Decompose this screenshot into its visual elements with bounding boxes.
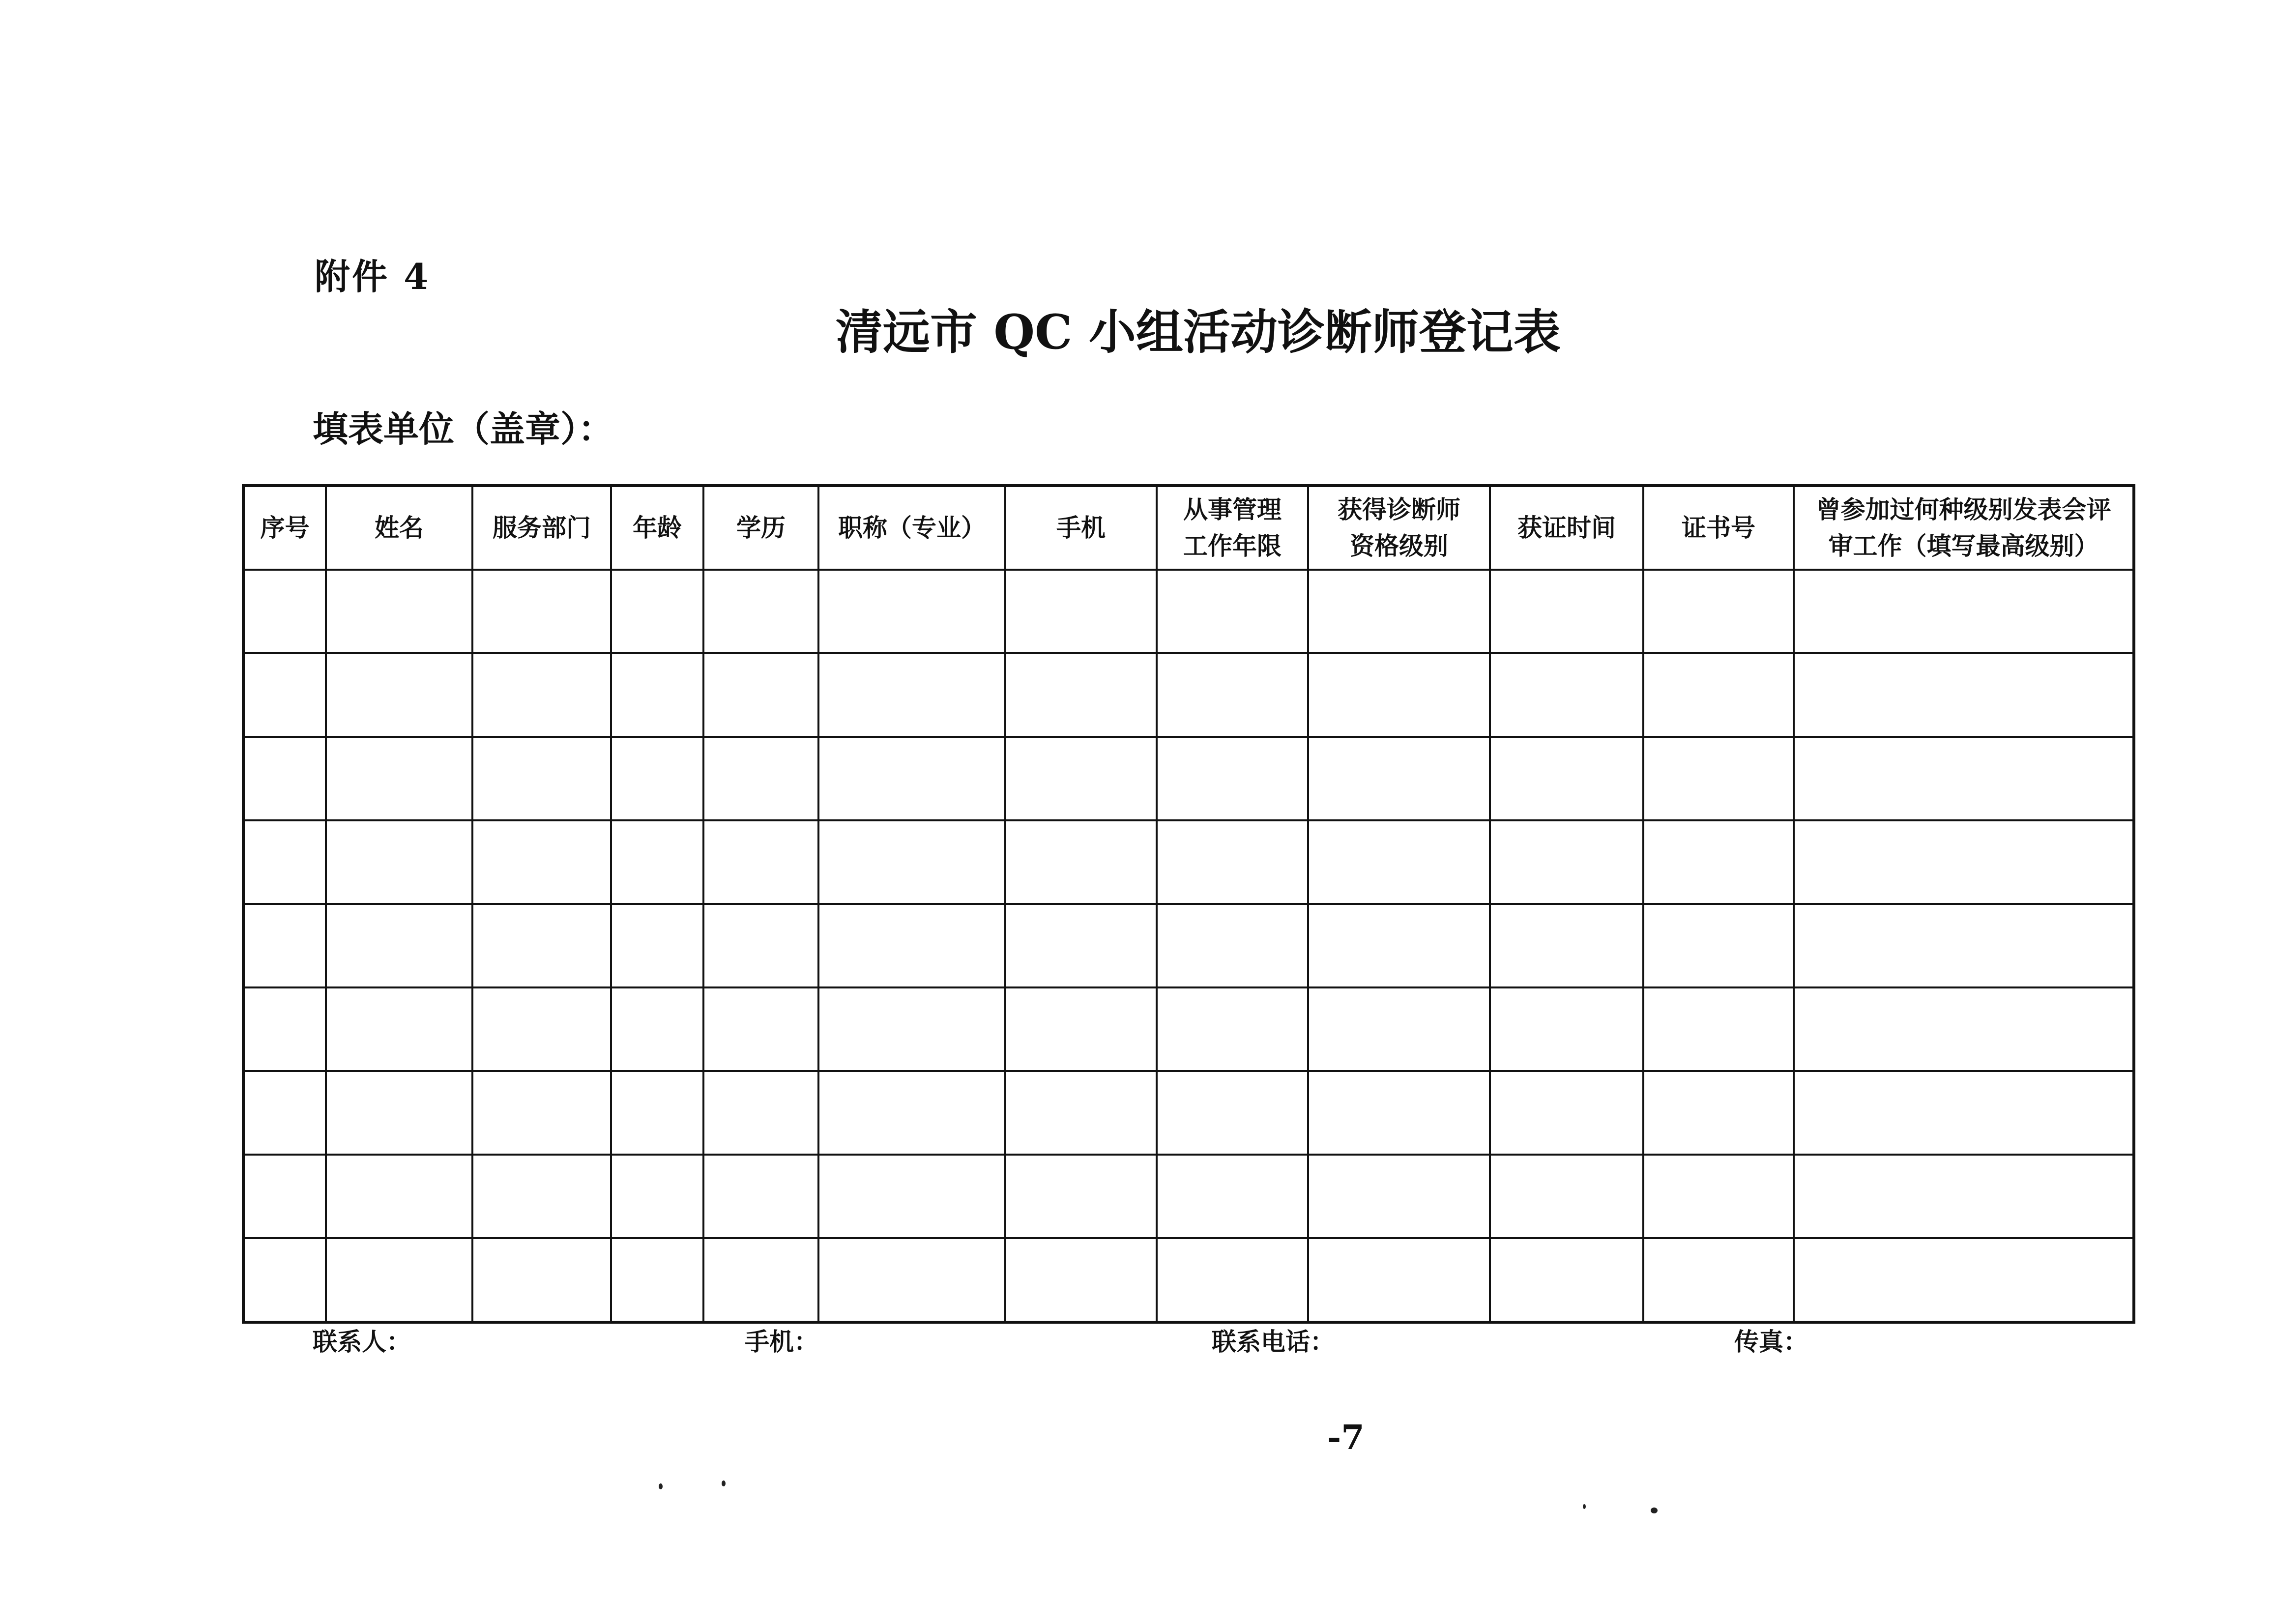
table-cell: [818, 737, 1005, 820]
table-cell: [611, 653, 703, 737]
table-cell: [326, 904, 472, 987]
table-cell: [1794, 987, 2134, 1071]
table-cell: [1794, 1071, 2134, 1155]
header-review-experience: [1794, 486, 2134, 570]
table-cell: [1490, 737, 1643, 820]
table-cell: [326, 653, 472, 737]
table-row: [243, 987, 2134, 1071]
scan-speck: [1583, 1504, 1586, 1509]
table-row: [243, 904, 2134, 987]
footer-contact-person: 联系人：: [313, 1328, 411, 1356]
table-cell: [818, 1155, 1005, 1238]
table-cell: [1005, 1071, 1157, 1155]
header-qualification-level-text: 获得诊断师资格级别: [1338, 495, 1460, 560]
table-cell: [1005, 570, 1157, 653]
table-row: [243, 1238, 2134, 1322]
table-cell: [1490, 1071, 1643, 1155]
table-cell: [1643, 570, 1794, 653]
header-education: 学历: [703, 486, 818, 570]
table-cell: [1643, 737, 1794, 820]
table-cell: [611, 737, 703, 820]
table-cell: [1005, 987, 1157, 1071]
table-cell: [611, 570, 703, 653]
table-cell: [818, 1238, 1005, 1322]
table-cell: [703, 653, 818, 737]
table-cell: [1157, 570, 1308, 653]
table-cell: [326, 1238, 472, 1322]
header-cert-number: 证书号: [1643, 486, 1794, 570]
header-mobile: 手机: [1005, 486, 1157, 570]
table-row: [243, 1071, 2134, 1155]
table-cell: [1157, 1238, 1308, 1322]
table-cell: [472, 1238, 611, 1322]
table-row: [243, 737, 2134, 820]
table-cell: [1490, 820, 1643, 904]
table-cell: [472, 904, 611, 987]
table-cell: [472, 987, 611, 1071]
table-cell: [703, 1155, 818, 1238]
table-cell: [472, 653, 611, 737]
table-cell: [611, 1238, 703, 1322]
table-row: [243, 1155, 2134, 1238]
table-cell: [703, 737, 818, 820]
table-cell: [1157, 904, 1308, 987]
table-cell: [611, 820, 703, 904]
attachment-label: 附件 4: [315, 256, 431, 297]
table-cell: [326, 987, 472, 1071]
table-cell: [243, 1071, 326, 1155]
table-cell: [1794, 737, 2134, 820]
table-cell: [472, 820, 611, 904]
table-cell: [243, 1238, 326, 1322]
table-cell: [1490, 653, 1643, 737]
table-cell: [1643, 1155, 1794, 1238]
header-management-years: [1157, 486, 1308, 570]
table-cell: [326, 820, 472, 904]
table-cell: [1794, 653, 2134, 737]
table-cell: [1490, 904, 1643, 987]
fill-unit-label: 填表单位（盖章）：: [313, 408, 614, 450]
table-row: [243, 820, 2134, 904]
scan-speck: [1651, 1508, 1658, 1513]
table-cell: [818, 570, 1005, 653]
table-cell: [326, 1155, 472, 1238]
table-cell: [703, 820, 818, 904]
table-cell: [243, 653, 326, 737]
table-cell: [243, 904, 326, 987]
table-cell: [1490, 570, 1643, 653]
header-title-major: 职称（专业）: [818, 486, 1005, 570]
registration-table: [242, 484, 2135, 1324]
table-cell: [1308, 904, 1490, 987]
table-cell: [1308, 1071, 1490, 1155]
table-cell: [818, 1071, 1005, 1155]
header-department: 服务部门: [472, 486, 611, 570]
header-age: 年龄: [611, 486, 703, 570]
table-cell: [1794, 820, 2134, 904]
table-cell: [611, 987, 703, 1071]
table-cell: [1490, 1155, 1643, 1238]
table-cell: [243, 570, 326, 653]
table-cell: [1157, 987, 1308, 1071]
scan-speck: [722, 1480, 726, 1486]
footer-fax: 传真：: [1734, 1328, 1808, 1356]
table-cell: [611, 1155, 703, 1238]
table-row: [243, 570, 2134, 653]
table-cell: [326, 1071, 472, 1155]
table-cell: [1157, 1071, 1308, 1155]
table-cell: [1005, 1155, 1157, 1238]
table-cell: [1643, 904, 1794, 987]
table-cell: [1643, 987, 1794, 1071]
table-cell: [1005, 904, 1157, 987]
table-cell: [1643, 1238, 1794, 1322]
table-cell: [1308, 653, 1490, 737]
table-cell: [1794, 1155, 2134, 1238]
footer-mobile: 手机：: [745, 1328, 818, 1356]
table-cell: [1308, 820, 1490, 904]
table-cell: [1794, 1238, 2134, 1322]
table-cell: [1308, 570, 1490, 653]
table-header-row: [243, 486, 2134, 570]
table-cell: [611, 1071, 703, 1155]
table-cell: [703, 987, 818, 1071]
table-cell: [1005, 820, 1157, 904]
table-cell: [1308, 1155, 1490, 1238]
document-title: 清远市 QC 小组活动诊断师登记表: [836, 304, 1561, 360]
page-number: -7: [1327, 1418, 1365, 1457]
table-cell: [1643, 820, 1794, 904]
table-cell: [1794, 904, 2134, 987]
table-cell: [818, 820, 1005, 904]
table-cell: [243, 987, 326, 1071]
table-cell: [243, 1155, 326, 1238]
table-cell: [472, 1155, 611, 1238]
table-cell: [1157, 653, 1308, 737]
header-name: 姓名: [326, 486, 472, 570]
table-cell: [818, 987, 1005, 1071]
table-cell: [326, 737, 472, 820]
table-cell: [1490, 987, 1643, 1071]
table-cell: [703, 1238, 818, 1322]
table-cell: [1005, 653, 1157, 737]
header-review-experience-text: 曾参加过何种级别发表会评审工作（填写最高级别）: [1816, 495, 2111, 560]
header-seq: 序号: [243, 486, 326, 570]
table-cell: [1308, 987, 1490, 1071]
table-cell: [703, 904, 818, 987]
table-cell: [1490, 1238, 1643, 1322]
table-cell: [1643, 653, 1794, 737]
header-cert-time: 获证时间: [1490, 486, 1643, 570]
table-cell: [818, 653, 1005, 737]
table-cell: [1157, 737, 1308, 820]
table-cell: [1643, 1071, 1794, 1155]
table-cell: [243, 820, 326, 904]
table-cell: [611, 904, 703, 987]
table-cell: [1308, 737, 1490, 820]
table-cell: [703, 1071, 818, 1155]
footer-phone: 联系电话：: [1212, 1328, 1335, 1356]
table-cell: [472, 570, 611, 653]
table-body: [243, 570, 2134, 1322]
table-cell: [243, 737, 326, 820]
table-cell: [1157, 820, 1308, 904]
table-cell: [1157, 1155, 1308, 1238]
table-cell: [1005, 1238, 1157, 1322]
table-row: [243, 653, 2134, 737]
table-cell: [472, 737, 611, 820]
table-cell: [703, 570, 818, 653]
table-cell: [326, 570, 472, 653]
table-cell: [1308, 1238, 1490, 1322]
table-cell: [1794, 570, 2134, 653]
table-cell: [1005, 737, 1157, 820]
table-cell: [818, 904, 1005, 987]
header-management-years-text: 从事管理工作年限: [1183, 495, 1282, 560]
scan-speck: [659, 1483, 663, 1489]
table-cell: [472, 1071, 611, 1155]
header-qualification-level: [1308, 486, 1490, 570]
